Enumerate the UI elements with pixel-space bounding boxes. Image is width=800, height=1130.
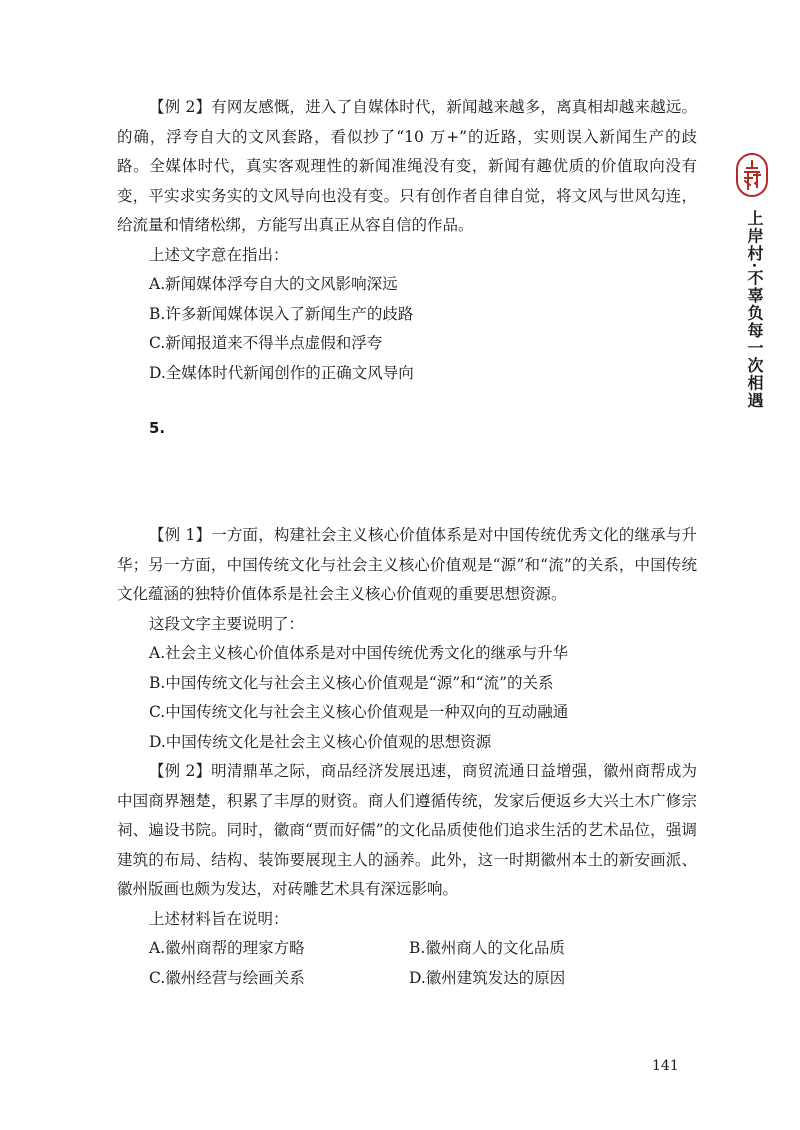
seal-glyph-icon: [740, 158, 764, 192]
example-1-option-a: A.社会主义核心价值体系是对中国传统优秀文化的继承与升华: [149, 644, 569, 662]
example-2b-question: 上述材料旨在说明：: [149, 909, 289, 928]
example-2b-option-a: A.徽州商帮的理家方略: [149, 939, 305, 957]
example-2-option-a: A.新闻媒体浮夸自大的文风影响深远: [149, 275, 398, 293]
section-number: 5.: [149, 419, 166, 437]
example-2b-passage: 【例 2】明清鼎革之际，商品经济发展迅速，商贸流通日益增强，徽州商帮成为中国商界翘楚，积累了丰厚的财资。商人们遵循传统，发家后便返乡大兴土木广修宗祠、遍设书院。同时，徽商“贾而好儒”的文化品质使他们追求生活的艺术品位，强调建筑的布局、结构、装饰要展现主人的涵养。此外，这一时期徽州本土的新安画派、徽州版画也颇为发达，对砖雕艺术具有深远影响。: [117, 762, 697, 898]
example-1-passage: 【例 1】一方面，构建社会主义核心价值体系是对中国传统优秀文化的继承与升华；另一方面，中国传统文化与社会主义核心价值观是“源”和“流”的关系，中国传统文化蕴涵的独特价值体系是社会主义核心价值观的重要思想资源。: [117, 526, 697, 603]
example-1-question: 这段文字主要说明了：: [149, 614, 305, 633]
main-content: [117, 93, 697, 993]
example-2b-option-b: B.徽州商人的文化品质: [409, 939, 565, 957]
example-2b-option-d: D.徽州建筑发达的原因: [409, 968, 566, 987]
example-1-option-b: B.中国传统文化与社会主义核心价值观是“源”和“流”的关系: [149, 673, 554, 692]
example-2-option-d: D.全媒体时代新闻创作的正确文风导向: [149, 363, 414, 382]
example-1-option-c: C.中国传统文化与社会主义核心价值观是一种双向的互动融通: [149, 703, 569, 721]
example-2b-options-row-1: [117, 934, 697, 964]
example-2-passage: 【例 2】有网友感慨，进入了自媒体时代，新闻越来越多，离真相却越来越远。的确，浮夸自大的文风套路，看似抄了“10 万+”的近路，实则误入新闻生产的歧路。全媒体时代，真实客观理性的新闻准绳没有变，新闻有趣优质的价值取向没有变，平实求实务实的文风导向也没有变。只有创作者自律自觉，将文风与世风勾连，给流量和情绪松绑，方能写出真正从容自信的作品。: [117, 98, 697, 234]
example-2-option-c: C.新闻报道来不得半点虚假和浮夸: [149, 334, 383, 352]
blank-gap: [117, 438, 697, 521]
example-1-option-d: D.中国传统文化是社会主义核心价值观的思想资源: [149, 732, 492, 751]
seal-logo-icon: [736, 153, 768, 197]
vertical-slogan: 上岸村·不辜负每一次相遇: [745, 210, 764, 410]
example-2-option-b: B.许多新闻媒体误入了新闻生产的歧路: [149, 304, 414, 323]
page-number: 141: [652, 1058, 679, 1074]
example-2b-options-row-2: [117, 964, 697, 994]
example-2b-option-c: C.徽州经营与绘画关系: [149, 968, 305, 987]
example-2-question: 上述文字意在指出：: [149, 245, 289, 264]
